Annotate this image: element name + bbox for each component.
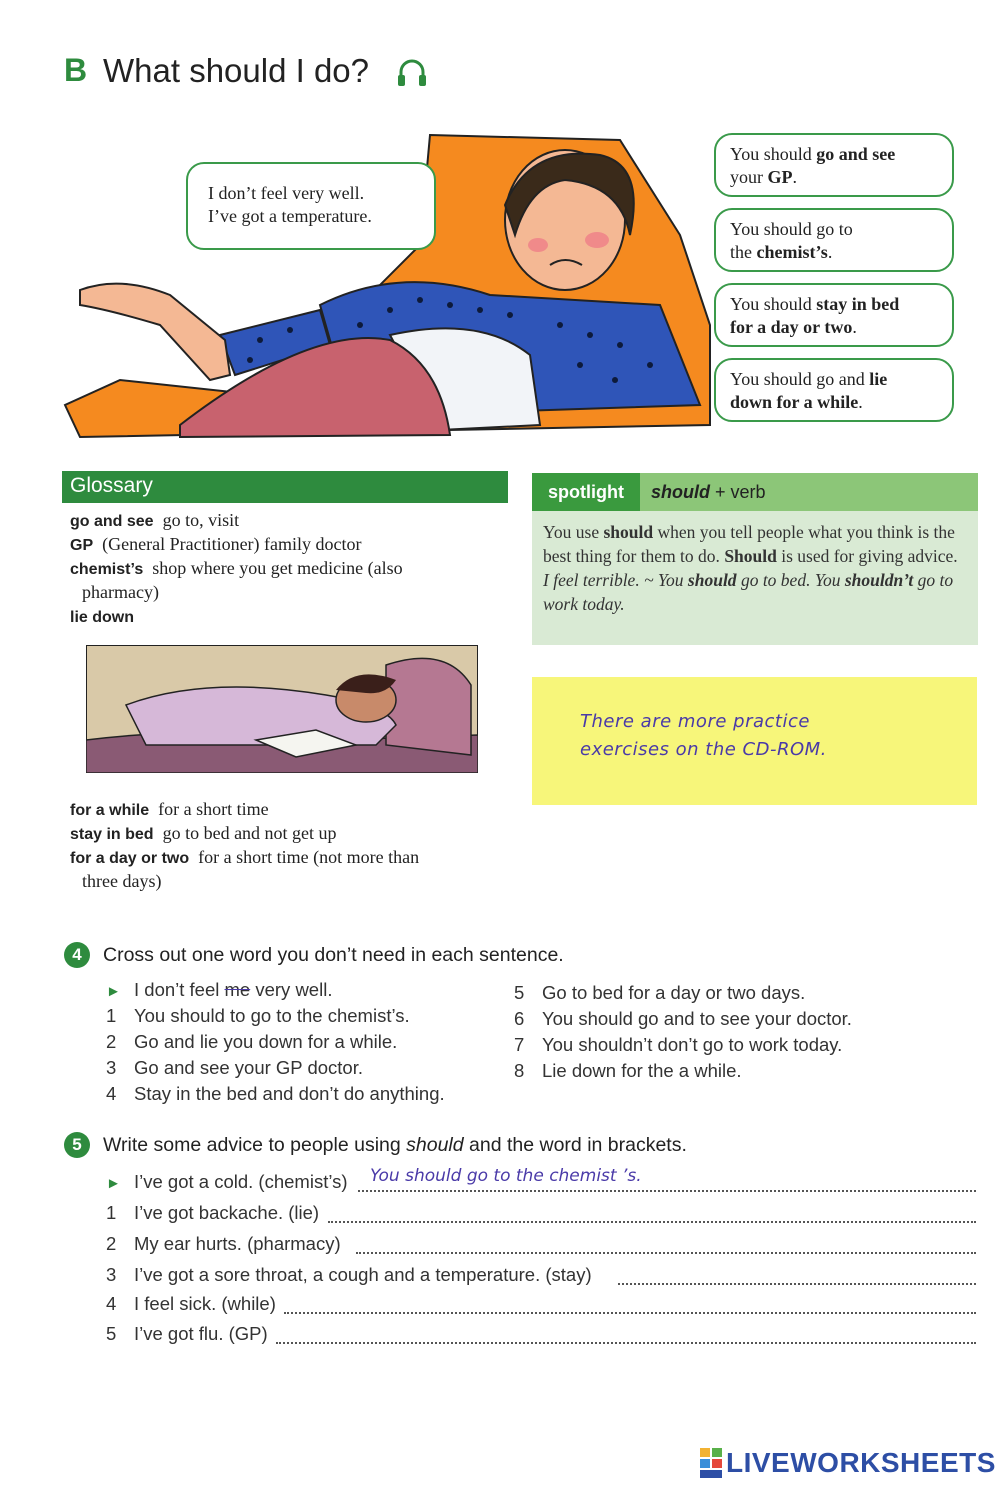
bubble-keyword: GP [767,167,793,187]
sticky-note-text [580,708,940,764]
answer-line[interactable] [276,1342,976,1344]
headphones-icon[interactable] [396,58,428,88]
item-prompt: I feel sick. (while) [134,1293,276,1314]
bubble-text: . [792,167,797,187]
spotlight-example: go to bed. You [736,570,845,590]
glossary-entry [70,510,239,531]
bubble-text: You should go and [730,369,870,389]
glossary-entry [70,823,337,844]
bubble-text: You should go to [730,219,853,239]
example-answer[interactable]: You should go to the chemist ’s. [370,1166,642,1186]
exercise-item[interactable] [514,1008,852,1030]
glossary-definition: shop where you get medicine (also [152,558,403,578]
glossary-entry [70,847,419,868]
glossary-definition-cont: pharmacy) [82,582,159,602]
exercise-item[interactable] [514,1034,842,1056]
glossary-entry [70,606,134,627]
spotlight-tag: spotlight [532,473,640,511]
item-text[interactable]: Go and see your GP doctor. [134,1057,363,1078]
example-text: I don’t feel [134,979,225,1000]
item-number: 7 [514,1034,525,1055]
answer-line[interactable] [284,1312,976,1314]
item-text[interactable]: You should to go to the chemist’s. [134,1005,410,1026]
spotlight-text: is used for giving advice. [776,546,958,566]
item-number: 8 [514,1060,525,1081]
item-number: 3 [106,1057,117,1078]
glossary-title: Glossary [70,474,153,497]
exercise-example [106,1171,348,1193]
bubble-keyword: down for a while [730,392,859,412]
bubble-keyword: for a day or two [730,317,853,337]
answer-line[interactable] [356,1252,976,1254]
exercise-item[interactable] [106,1083,445,1105]
item-prompt: My ear hurts. (pharmacy) [134,1233,341,1254]
glossary-definition: go to bed and not get up [162,823,337,843]
bubble-line: I’ve got a temperature. [208,206,372,226]
instruction-keyword: should [406,1134,464,1156]
struck-word[interactable]: me [224,979,251,1000]
glossary-definition: for a short time (not more than [198,847,420,867]
bubble-keyword: chemist’s [756,242,828,262]
spotlight-heading-rest: + verb [710,482,766,502]
exercise-number-badge: 4 [64,942,90,968]
item-text[interactable]: Stay in the bed and don’t do anything. [134,1083,445,1104]
exercise-item [106,1293,276,1315]
lying-woman-illustration [86,645,478,773]
item-number: 1 [106,1005,117,1026]
item-prompt: I’ve got a sore throat, a cough and a temperature. (stay) [134,1264,592,1285]
glossary-term: chemist’s [70,561,144,578]
section-letter: B [64,52,88,88]
item-text[interactable]: You shouldn’t don’t go to work today. [542,1034,843,1055]
exercise-item[interactable] [514,1060,742,1082]
bubble-text: your [730,167,768,187]
note-line: There are more practice [580,711,810,732]
glossary-entry [70,558,403,579]
glossary-term: GP [70,537,94,554]
exercise-item [106,1233,341,1255]
glossary-entry [70,534,362,555]
item-number: 2 [106,1031,117,1052]
item-text[interactable]: Go to bed for a day or two days. [542,982,806,1003]
patient-speech-bubble [186,162,436,250]
bubble-line: I don’t feel very well. [208,183,365,203]
bubble-text: You should [730,294,817,314]
glossary-term: go and see [70,513,154,530]
liveworksheets-logo[interactable]: LIVEWORKSHEETS [726,1447,996,1478]
play-arrow-icon: ► [106,1175,121,1192]
bubble-keyword: go and see [816,144,896,164]
bubble-text: . [858,392,863,412]
example-prompt: I’ve got a cold. (chemist’s) [134,1171,348,1192]
glossary-definition: (General Practitioner) family doctor [102,534,362,554]
spotlight-keyword: Should [724,546,777,566]
exercise-item [106,1264,592,1286]
bubble-text: . [827,242,833,262]
item-number: 5 [106,1323,117,1344]
glossary-term: for a day or two [70,850,190,867]
instruction-text: and the word in brackets. [463,1134,687,1156]
section-title: What should I do? [103,52,369,89]
bubble-text: You should [730,144,817,164]
exercise-instruction [103,1134,687,1157]
example-text: very well. [250,979,333,1000]
spotlight-heading-keyword: should [651,482,710,502]
spotlight-text: when you tell people what you think is the best thing for them to do. [543,522,955,566]
note-line: exercises on the CD-ROM. [580,739,827,760]
item-text[interactable]: Lie down for the a while. [542,1060,742,1081]
exercise-item[interactable] [106,1005,410,1027]
item-number: 2 [106,1233,117,1254]
spotlight-keyword: shouldn’t [844,570,914,590]
spotlight-keyword: should [603,522,654,542]
bubble-keyword: stay in bed [816,294,900,314]
glossary-definition: go to, visit [162,510,240,530]
spotlight-keyword: should [687,570,737,590]
play-arrow-icon: ► [106,983,121,1000]
item-text[interactable]: You should go and to see your doctor. [542,1008,852,1029]
glossary-term: stay in bed [70,826,154,843]
item-text[interactable]: Go and lie you down for a while. [134,1031,398,1052]
glossary-term: for a while [70,802,150,819]
exercise-number-badge: 5 [64,1132,90,1158]
spotlight-text: You use [543,522,604,542]
advice-bubble-3 [714,283,954,347]
glossary-entry [70,799,269,820]
glossary-definition: for a short time [158,799,269,819]
spotlight-example: go to work today. [543,570,954,614]
exercise-item[interactable] [106,1031,397,1053]
exercise-item[interactable] [106,1057,363,1079]
item-number: 4 [106,1293,117,1314]
bubble-text: the [730,242,757,262]
exercise-example [106,979,332,1001]
liveworksheets-logo-icon [700,1448,722,1478]
exercise-item [106,1202,319,1224]
advice-bubble-1 [714,133,954,197]
answer-line[interactable] [328,1221,976,1223]
bubble-keyword: lie [869,369,888,389]
answer-line [358,1190,976,1192]
item-number: 3 [106,1264,117,1285]
instruction-text: Write some advice to people using [103,1134,407,1156]
advice-bubble-4 [714,358,954,422]
spotlight-example: I feel terrible. ~ You [543,570,688,590]
item-number: 4 [106,1083,117,1104]
advice-bubble-2 [714,208,954,272]
exercise-item [106,1323,268,1345]
item-prompt: I’ve got flu. (GP) [134,1323,268,1344]
item-prompt: I’ve got backache. (lie) [134,1202,320,1223]
spotlight-heading [651,473,766,511]
exercise-item[interactable] [514,982,805,1004]
answer-line[interactable] [618,1283,976,1285]
glossary-definition-cont: three days) [82,871,162,891]
item-number: 6 [514,1008,525,1029]
item-number: 5 [514,982,525,1003]
item-number: 1 [106,1202,117,1223]
spotlight-body [543,520,963,616]
exercise-instruction: Cross out one word you don’t need in each sentence. [103,944,564,966]
glossary-term: lie down [70,609,134,626]
bubble-text: . [852,317,857,337]
